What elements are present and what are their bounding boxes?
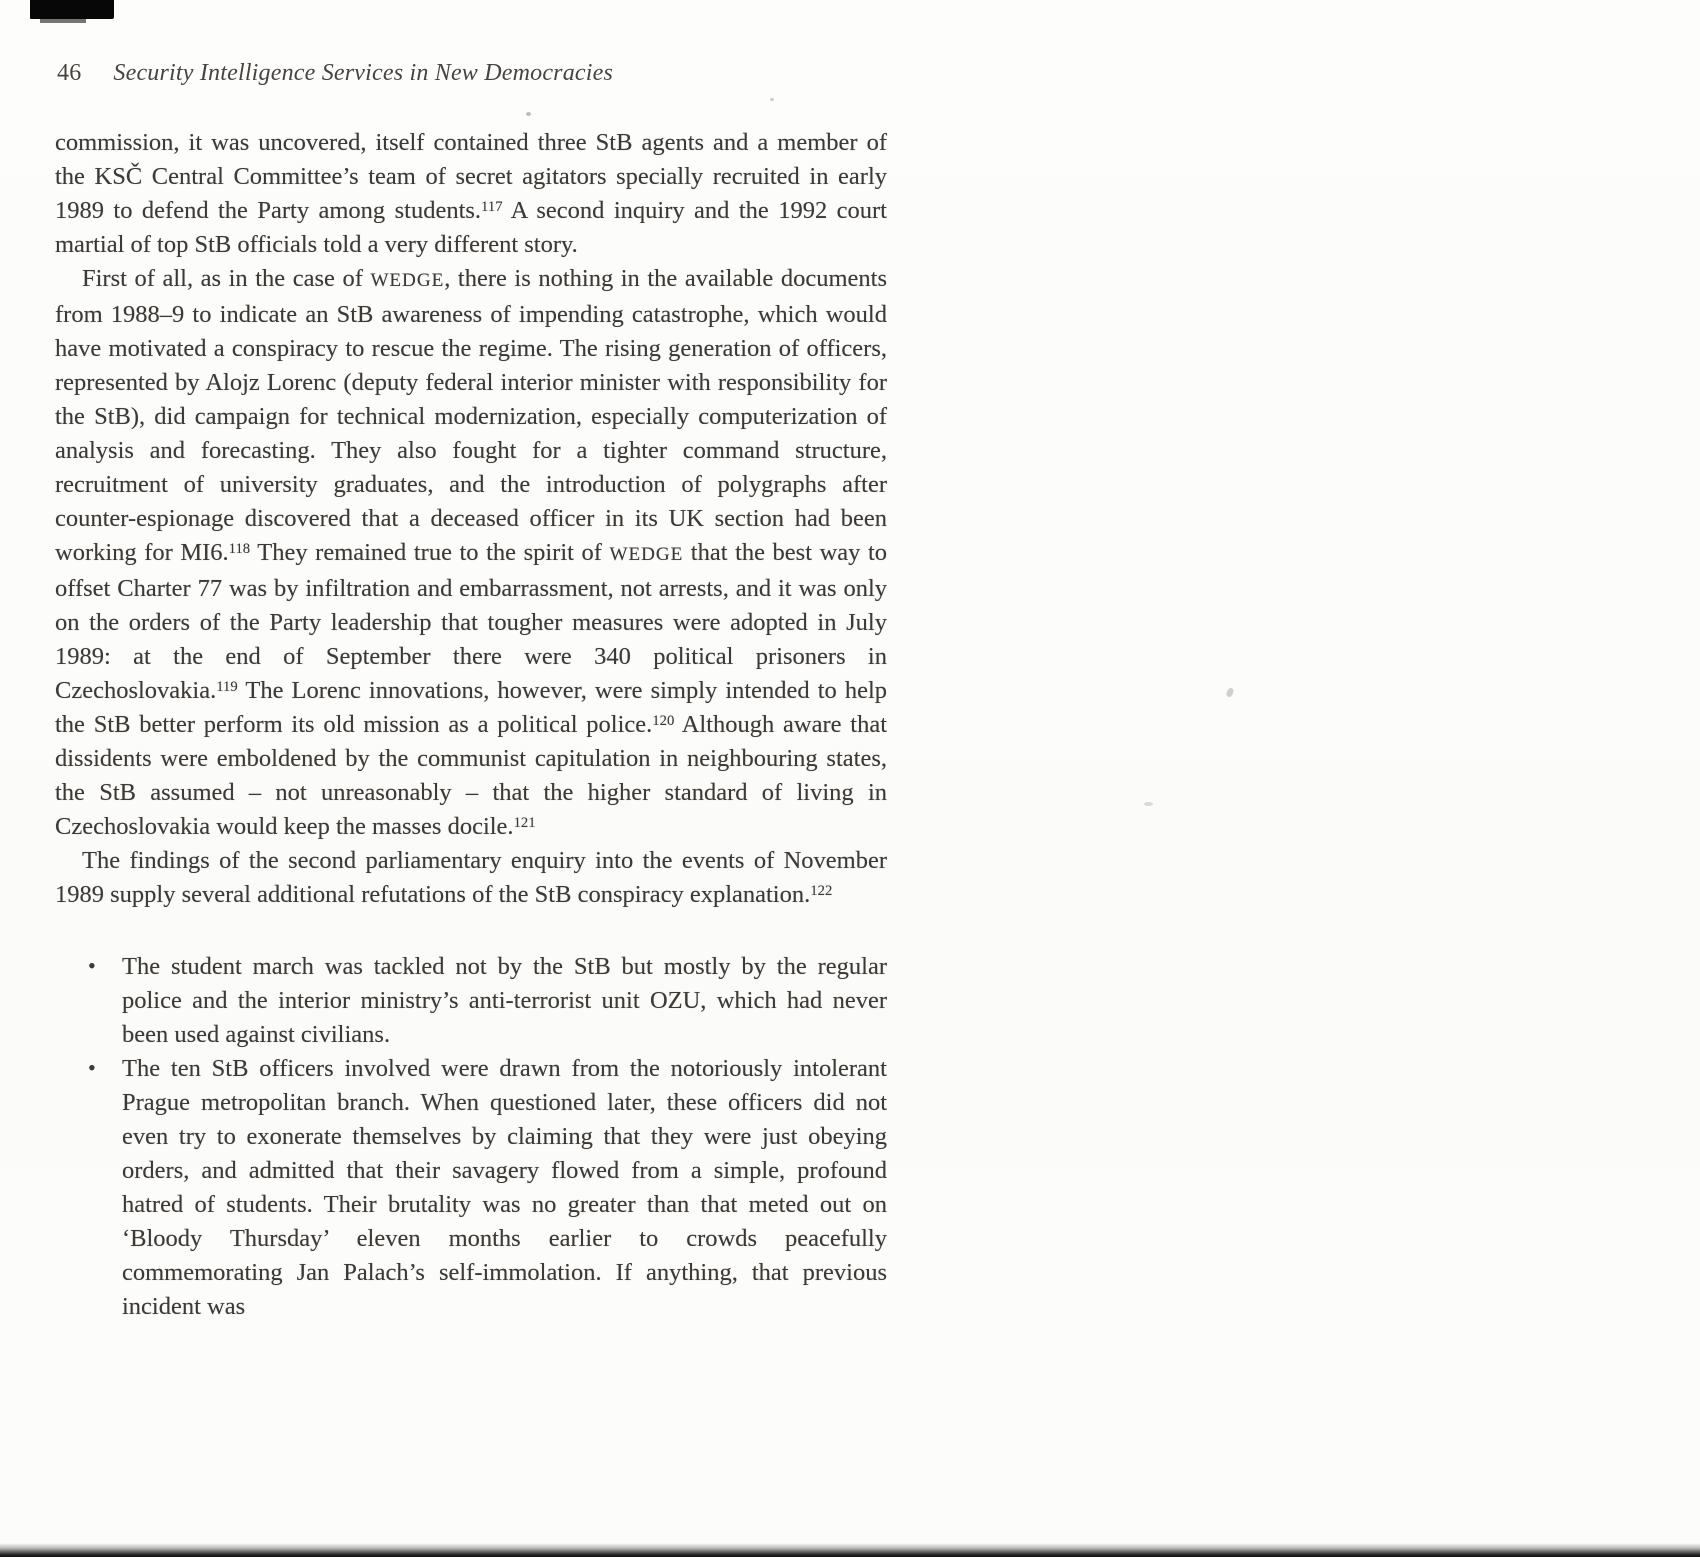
paragraph-commission: commission, it was uncovered, itself contained three StB agents and a member of the KSČ Central Committee’s team of secret agitators specially recruited in early 1989 to defend the Party among students.$^{117}$ A second inquiry and the 1992 court martial of top StB officials told a very different story. bbox=[55, 129, 887, 258]
paragraph-first-of-all: First of all, as in the case of WEDGE, there is nothing in the available documents from 1988–9 to indicate an StB awareness of impending catastrophe, which would have motivated a conspiracy to rescue the regime. The rising generation of officers, represented by Alojz Lorenc (deputy federal interior minister with responsibility for the StB), did campaign for technical modernization, especially computerization of analysis and forecasting. They also fought for a tighter command structure, recruitment of university graduates, and the introduction of polygraphs after counter-espionage discovered that a deceased officer in its UK section had been working for MI6.$^{118}$ They remained true to the spirit of WEDGE that the best way to offset Charter 77 was by infiltration and embarrassment, not arrests, and it was only on the orders of the Party leadership that tougher measures were adopted in July 1989: at the end of September there were 340 political prisoners in Czechoslovakia.$^{119}$ The Lorenc innovations, however, were simply intended to help the StB better perform its old mission as a political police.$^{120}$ Although aware that dissidents were emboldened by the communist capitulation in neighbouring states, the StB assumed – not unreasonably – that the higher standard of living in Czechoslovakia would keep the masses docile.$^{121}$ bbox=[55, 265, 888, 840]
scan-corner-artifact bbox=[30, 0, 114, 19]
bullet-text: The student march was tackled not by the StB but mostly by the regular police and the interior ministry’s anti-terrorist unit OZU, which had never been used against civilians. bbox=[122, 953, 887, 1048]
page-header bbox=[57, 60, 957, 87]
scan-speck bbox=[1144, 802, 1153, 806]
bullet-list bbox=[55, 950, 887, 1324]
page-number: 46 bbox=[57, 60, 82, 86]
scan-bottom-edge bbox=[0, 1543, 1700, 1557]
paragraph-findings: The findings of the second parliamentary enquiry into the events of November 1989 supply several additional refutations of the StB conspiracy explanation.$^{122}$ bbox=[55, 847, 887, 908]
bullet-text: The ten StB officers involved were drawn from the notoriously intolerant Prague metropolitan branch. When questioned later, these officers did not even try to exonerate themselves by claiming that they were just obeying orders, and admitted that their savagery flowed from a simple, profound hatred of students. Their brutality was no greater than that meted out on ‘Bloody Thursday’ eleven months earlier to crowds peacefully commemorating Jan Palach’s self-immolation. If anything, that previous incident was bbox=[122, 1055, 887, 1320]
bullet-marker: • bbox=[88, 1055, 96, 1080]
scan-speck bbox=[1225, 687, 1234, 698]
scan-speck bbox=[526, 112, 531, 116]
bullet-item-student-march bbox=[55, 950, 887, 1052]
bullet-marker: • bbox=[88, 953, 96, 978]
scan-speck bbox=[770, 98, 774, 101]
running-title: Security Intelligence Services in New Democracies bbox=[113, 60, 614, 86]
bullet-item-ten-officers bbox=[55, 1052, 887, 1324]
page-body bbox=[55, 126, 887, 1324]
